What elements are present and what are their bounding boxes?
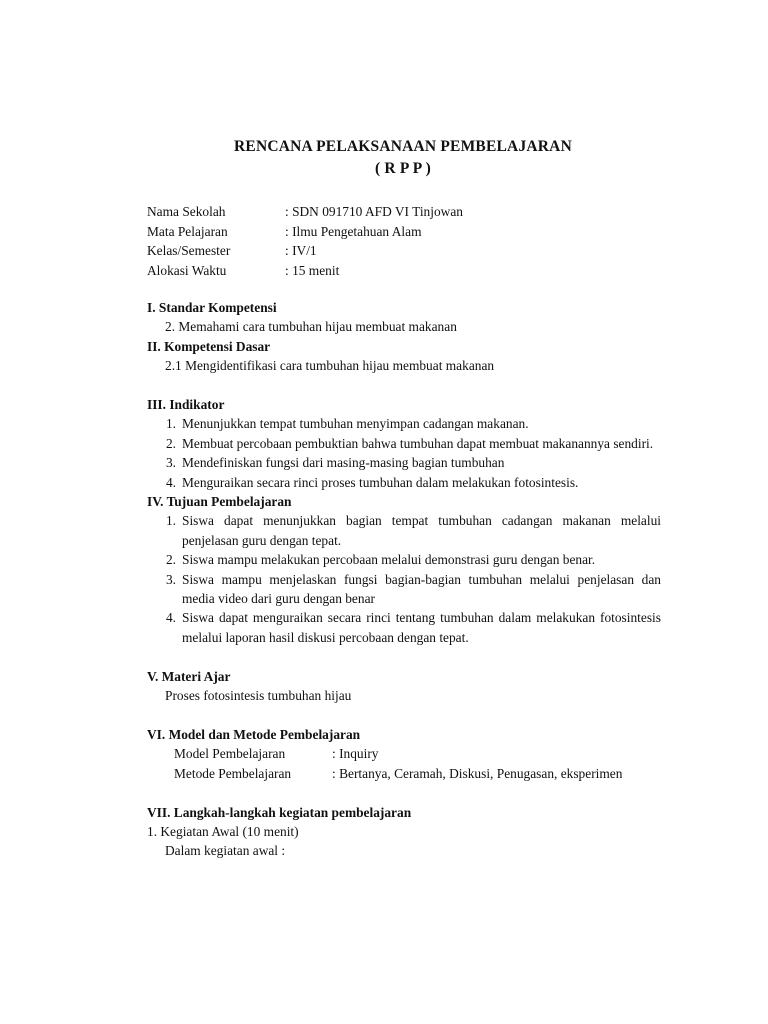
section-heading-model: VI. Model dan Metode Pembelajaran	[147, 726, 361, 742]
section-heading-langkah: VII. Langkah-langkah kegiatan pembelajaran	[147, 804, 412, 820]
section-heading-standar: I. Standar Kompetensi	[147, 300, 277, 315]
info-value: : 15 menit	[285, 262, 340, 278]
list-item: 3. Mendefiniskan fungsi dari masing-masing bagian tumbuhan	[165, 455, 505, 471]
list-item: 1. Siswa dapat menunjukkan bagian tempat tumbuhan cadangan makanan melalui penjelasan guru dengan tepat.	[165, 513, 661, 548]
indikator-list	[147, 414, 661, 492]
list-item: 4. Siswa dapat menguraikan secara rinci tentang tumbuhan dalam melakukan fotosintesis melalui laporan hasil diskusi percobaan dengan tepat.	[165, 610, 661, 645]
section-heading-materi: V. Materi Ajar	[147, 668, 231, 684]
info-label: Alokasi Waktu	[147, 262, 227, 278]
info-row-school	[147, 202, 463, 222]
langkah-line-2: Dalam kegiatan awal :	[165, 843, 286, 859]
model-value: : Inquiry	[332, 746, 379, 762]
model-row	[147, 744, 661, 763]
section-heading-tujuan: IV. Tujuan Pembelajaran	[147, 494, 292, 510]
standar-text: 2. Memahami cara tumbuhan hijau membuat makanan	[165, 319, 457, 335]
list-item: 3. Siswa mampu menjelaskan fungsi bagian-bagian tumbuhan melalui penjelasan dan media video dari guru dengan benar	[165, 571, 661, 607]
tujuan-list	[147, 511, 661, 647]
info-label: Mata Pelajaran	[147, 223, 228, 239]
list-item: 1. Menunjukkan tempat tumbuhan menyimpan cadangan makanan.	[165, 416, 529, 432]
info-label: Kelas/Semester	[147, 243, 231, 258]
method-row	[147, 764, 661, 783]
method-label: Metode Pembelajaran	[174, 765, 292, 781]
section-heading-dasar: II. Kompetensi Dasar	[147, 338, 271, 354]
info-value: : IV/1	[285, 243, 317, 258]
model-label: Model Pembelajaran	[174, 746, 286, 762]
materi-text: Proses fotosintesis tumbuhan hijau	[165, 688, 352, 704]
list-item: 2. Membuat percobaan pembuktian bahwa tumbuhan dapat membuat makanannya sendiri.	[165, 435, 654, 451]
identity-table	[147, 202, 463, 280]
list-item: 2. Siswa mampu melakukan percobaan melalui demonstrasi guru dengan benar.	[165, 552, 596, 568]
dasar-text: 2.1 Mengidentifikasi cara tumbuhan hijau membuat makanan	[165, 358, 495, 374]
section-heading-indikator: III. Indikator	[147, 397, 225, 413]
info-value: : Ilmu Pengetahuan Alam	[285, 223, 422, 239]
document-body	[147, 298, 661, 861]
info-label: Nama Sekolah	[147, 204, 226, 219]
method-value: : Bertanya, Ceramah, Diskusi, Penugasan, eksperimen	[332, 765, 623, 781]
langkah-line-1: 1. Kegiatan Awal (10 menit)	[147, 823, 299, 839]
document-subtitle: ( R P P )	[374, 160, 432, 177]
info-value: : SDN 091710 AFD VI Tinjowan	[285, 204, 463, 219]
info-row-time	[147, 261, 463, 281]
document-title: RENCANA PELAKSANAAN PEMBELAJARAN	[234, 138, 572, 155]
info-row-subject	[147, 222, 463, 242]
info-row-class	[147, 241, 463, 261]
list-item: 4. Menguraikan secara rinci proses tumbuhan dalam melakukan fotosintesis.	[165, 474, 579, 490]
